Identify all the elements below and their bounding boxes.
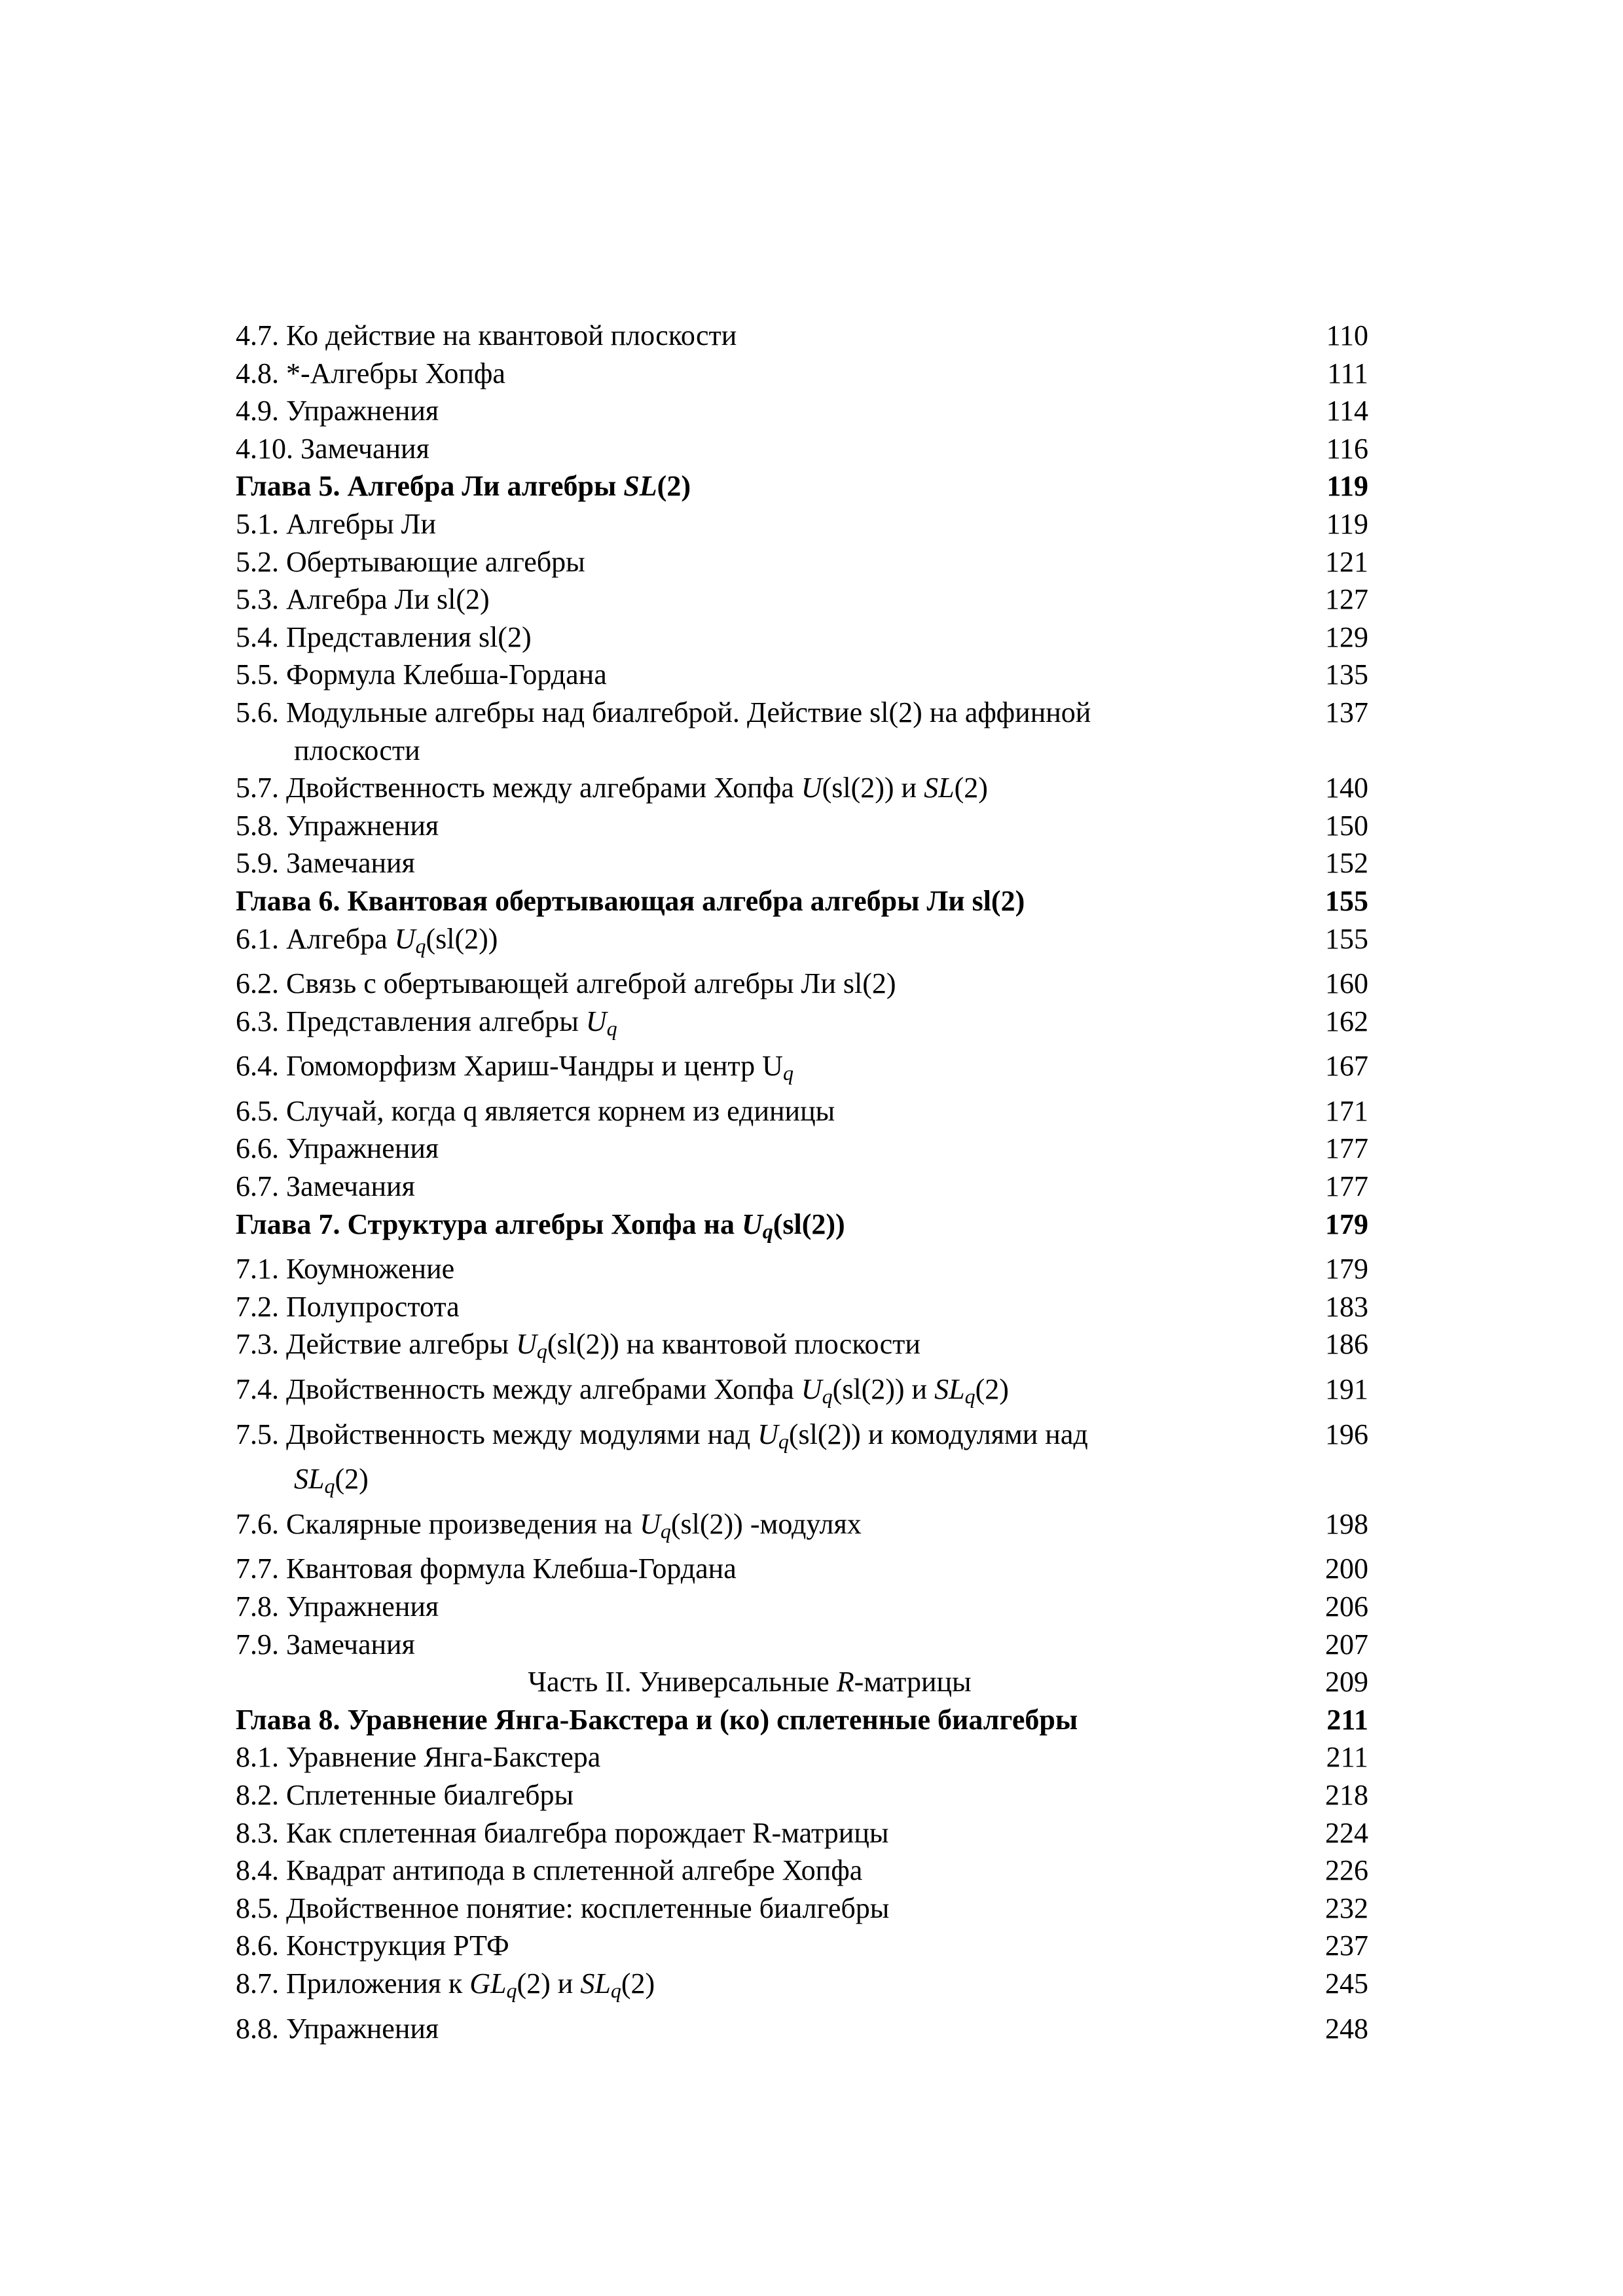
title-text: (sl(2)) на квантовой плоскости	[547, 1328, 921, 1361]
title-text: 5.9. Замечания	[236, 847, 415, 880]
title-text: 8.6. Конструкция РТФ	[236, 1929, 509, 1962]
title-text: 7.3. Действие алгебры	[236, 1328, 517, 1361]
toc-entry-title	[236, 769, 1290, 807]
italic-symbol: U	[801, 772, 822, 804]
subscript-q: q	[536, 1339, 547, 1363]
toc-section-row	[236, 1738, 1368, 1776]
title-text: (sl(2))	[426, 922, 498, 955]
title-text: 8.1. Уравнение Янга-Бакстера	[236, 1741, 601, 1774]
title-text: 8.3. Как сплетенная биалгебра порождает R-матрицы	[236, 1816, 889, 1849]
toc-page-number: 137	[1325, 696, 1368, 728]
toc-page-number: 129	[1325, 620, 1368, 653]
toc-entry-title	[236, 1738, 1290, 1776]
toc-entry-title	[236, 1325, 1290, 1371]
title-text: 6.3. Представления алгебры	[236, 1005, 586, 1037]
italic-symbol: R	[836, 1666, 854, 1698]
toc-entry-title	[236, 1288, 1290, 1326]
title-text: (sl(2)) -модулях	[670, 1507, 862, 1540]
toc-section-row	[236, 769, 1368, 807]
toc-entry-title	[236, 317, 1290, 355]
subscript-q: q	[762, 1219, 773, 1243]
italic-symbol: U	[585, 1005, 607, 1037]
title-text: 5.5. Формула Клебша-Гордана	[236, 658, 607, 691]
italic-symbol: SL	[294, 1463, 325, 1496]
subscript-q: q	[506, 1978, 517, 2002]
title-text: Глава 5. Алгебра Ли алгебры	[236, 470, 624, 503]
toc-page-number: 186	[1325, 1328, 1368, 1361]
title-text: 7.5. Двойственность между модулями над	[236, 1418, 758, 1450]
toc-page-number: 191	[1325, 1373, 1368, 1406]
toc-entry-title-continuation: плоскости	[294, 734, 420, 766]
title-text: (sl(2))	[773, 1208, 845, 1240]
toc-page-number: 177	[1325, 1170, 1368, 1203]
toc-page-number: 110	[1326, 319, 1368, 351]
toc-entry-title	[236, 1416, 1290, 1505]
title-text: Глава 6. Квантовая обертывающая алгебра алгебры Ли sl(2)	[236, 884, 1025, 917]
subscript-q: q	[610, 1978, 621, 2002]
subscript-q: q	[415, 933, 426, 958]
toc-entry-title	[236, 1890, 1290, 1928]
toc-chapter-row	[236, 1206, 1368, 1251]
italic-symbol: U	[640, 1507, 661, 1540]
title-text: 6.6. Упражнения	[236, 1132, 439, 1165]
italic-symbol: U	[394, 922, 416, 955]
subscript-q: q	[822, 1384, 833, 1408]
toc-section-row	[236, 392, 1368, 430]
toc-page-number: 162	[1325, 1005, 1368, 1037]
title-text: (2)	[657, 470, 691, 503]
title-text: 6.7. Замечания	[236, 1170, 415, 1203]
toc-section-row	[236, 656, 1368, 694]
toc-page-number: 237	[1325, 1929, 1368, 1962]
toc-section-row	[236, 1003, 1368, 1048]
toc-section-row	[236, 1852, 1368, 1890]
toc-page-number: 226	[1325, 1854, 1368, 1887]
italic-symbol: GL	[469, 1967, 507, 2000]
title-text: 5.1. Алгебры Ли	[236, 507, 437, 540]
toc-section-row	[236, 807, 1368, 845]
toc-section-row	[236, 1927, 1368, 1965]
toc-entry-title	[236, 430, 1290, 468]
toc-section-row	[236, 430, 1368, 468]
toc-entry-title	[236, 965, 1290, 1003]
title-text: 8.5. Двойственное понятие: косплетенные биалгебры	[236, 1892, 890, 1924]
title-text: 6.5. Случай, когда q является корнем из единицы	[236, 1094, 835, 1127]
title-text: (2) и	[517, 1967, 581, 2000]
toc-section-row	[236, 1776, 1368, 1814]
title-text: (2)	[975, 1373, 1009, 1406]
toc-page-number: 150	[1325, 809, 1368, 842]
toc-entry-title	[236, 1814, 1290, 1852]
table-of-contents	[236, 317, 1368, 2047]
toc-section-row	[236, 1168, 1368, 1206]
title-text: 5.4. Представления sl(2)	[236, 620, 532, 653]
toc-page-number: 196	[1325, 1418, 1368, 1450]
title-text: 7.6. Скалярные произведения на	[236, 1507, 640, 1540]
title-text: Глава 7. Структура алгебры Хопфа на	[236, 1208, 742, 1240]
toc-section-row	[236, 694, 1368, 769]
toc-entry-title-continuation	[236, 1460, 1264, 1505]
toc-entry-title	[236, 2010, 1290, 2048]
toc-section-row	[236, 581, 1368, 619]
toc-section-row	[236, 543, 1368, 581]
toc-section-row	[236, 1505, 1368, 1551]
title-text: 7.4. Двойственность между алгебрами Хопфа	[236, 1373, 801, 1406]
subscript-q: q	[324, 1474, 335, 1498]
toc-section-row	[236, 1092, 1368, 1130]
toc-entry-title	[236, 392, 1290, 430]
title-text: 7.9. Замечания	[236, 1628, 415, 1660]
toc-section-row	[236, 965, 1368, 1003]
toc-entry-title	[236, 1550, 1290, 1588]
toc-section-row	[236, 619, 1368, 656]
toc-entry-title	[236, 1776, 1290, 1814]
toc-entry-title	[236, 355, 1290, 393]
toc-section-row	[236, 1626, 1368, 1664]
title-text: 8.8. Упражнения	[236, 2012, 439, 2045]
toc-entry-title	[236, 1092, 1290, 1130]
toc-entry-title	[236, 844, 1290, 882]
toc-entry-title	[236, 467, 1290, 505]
toc-entry-title	[236, 1505, 1290, 1551]
toc-section-row	[236, 1047, 1368, 1092]
title-text: 4.9. Упражнения	[236, 395, 439, 427]
title-text: 7.7. Квантовая формула Клебша-Гордана	[236, 1552, 737, 1585]
toc-page-number: 114	[1326, 395, 1368, 427]
italic-symbol: SL	[924, 772, 955, 804]
toc-chapter-row	[236, 467, 1368, 505]
title-text: 5.3. Алгебра Ли sl(2)	[236, 583, 490, 616]
toc-page-number: 218	[1325, 1778, 1368, 1811]
italic-symbol: U	[741, 1208, 763, 1240]
toc-entry-title	[236, 1701, 1290, 1739]
subscript-q: q	[778, 1429, 789, 1453]
toc-section-row	[236, 1814, 1368, 1852]
toc-entry-title	[236, 882, 1290, 920]
toc-entry-title	[236, 1168, 1290, 1206]
toc-section-row	[236, 1130, 1368, 1168]
toc-page-number: 200	[1325, 1552, 1368, 1585]
title-text: 7.2. Полупростота	[236, 1290, 460, 1323]
toc-page-number: 211	[1326, 1741, 1368, 1774]
toc-section-row	[236, 1550, 1368, 1588]
title-text: 6.2. Связь с обертывающей алгеброй алгебры Ли sl(2)	[236, 967, 896, 1000]
toc-page-number: 171	[1325, 1094, 1368, 1127]
toc-page-number: 198	[1325, 1507, 1368, 1540]
toc-entry-title	[236, 1965, 1290, 2010]
toc-section-row	[236, 1416, 1368, 1505]
toc-page-number: 183	[1325, 1290, 1368, 1323]
toc-entry-title	[236, 505, 1290, 543]
toc-page-number: 127	[1325, 583, 1368, 616]
toc-page-number: 232	[1325, 1892, 1368, 1924]
toc-page-number: 111	[1327, 357, 1368, 389]
title-text: 7.8. Упражнения	[236, 1590, 439, 1623]
italic-symbol: SL	[623, 470, 657, 503]
title-text: 4.8. *-Алгебры Хопфа	[236, 357, 505, 389]
subscript-q: q	[660, 1518, 671, 1543]
toc-entry-title	[236, 581, 1290, 619]
toc-entry-title	[236, 1003, 1290, 1048]
toc-page-number: 224	[1325, 1816, 1368, 1849]
toc-page-number: 177	[1325, 1132, 1368, 1165]
toc-entry-title	[236, 1927, 1290, 1965]
toc-page-number: 167	[1325, 1050, 1368, 1083]
toc-entry-title	[236, 1588, 1290, 1626]
toc-entry-title	[236, 619, 1290, 656]
toc-entry-title	[236, 1130, 1290, 1168]
toc-page-number: 179	[1325, 1253, 1368, 1285]
title-text: (sl(2)) и	[822, 772, 924, 804]
toc-page-number: 211	[1326, 1703, 1368, 1736]
toc-section-row	[236, 1371, 1368, 1416]
toc-section-row	[236, 505, 1368, 543]
subscript-q: q	[606, 1016, 617, 1040]
toc-entry-title	[236, 1663, 1290, 1701]
toc-entry-title	[236, 543, 1290, 581]
toc-page-number: 140	[1325, 772, 1368, 804]
toc-entry-title	[236, 1852, 1290, 1890]
title-text: 6.4. Гомоморфизм Хариш-Чандры и центр U	[236, 1050, 783, 1083]
toc-section-row	[236, 355, 1368, 393]
toc-section-row	[236, 317, 1368, 355]
toc-page-number: 206	[1325, 1590, 1368, 1623]
title-text: 6.1. Алгебра	[236, 922, 395, 955]
toc-entry-title	[236, 1626, 1290, 1664]
toc-page-number: 121	[1325, 545, 1368, 578]
title-text: 5.7. Двойственность между алгебрами Хопфа	[236, 772, 801, 804]
toc-entry-title	[236, 1250, 1290, 1288]
italic-symbol: U	[801, 1373, 822, 1406]
toc-section-row	[236, 2010, 1368, 2048]
subscript-q: q	[964, 1384, 976, 1408]
toc-chapter-row	[236, 882, 1368, 920]
title-text: 4.10. Замечания	[236, 432, 429, 465]
toc-entry-title	[236, 656, 1290, 694]
toc-page-number: 152	[1325, 847, 1368, 880]
toc-page-number: 155	[1325, 922, 1368, 955]
toc-page-number: 135	[1325, 658, 1368, 691]
toc-page-number: 155	[1325, 884, 1368, 917]
toc-page-number: 209	[1325, 1666, 1368, 1698]
toc-page-number: 248	[1325, 2012, 1368, 2045]
title-text: 5.2. Обертывающие алгебры	[236, 545, 585, 578]
toc-page-number: 160	[1325, 967, 1368, 1000]
title-text: Глава 8. Уравнение Янга-Бакстера и (ко) сплетенные биалгебры	[236, 1703, 1078, 1736]
toc-section-row	[236, 844, 1368, 882]
subscript-q: q	[782, 1061, 793, 1085]
toc-part-row	[236, 1663, 1368, 1701]
italic-symbol: U	[757, 1418, 778, 1450]
title-text: 5.8. Упражнения	[236, 809, 439, 842]
toc-section-row	[236, 1588, 1368, 1626]
title-text: (sl(2)) и	[832, 1373, 935, 1406]
toc-entry-title	[236, 1371, 1290, 1416]
toc-entry-title	[236, 920, 1290, 965]
title-text: 4.7. Ко действие на квантовой плоскости	[236, 319, 737, 351]
toc-entry-title	[236, 1206, 1290, 1251]
toc-section-row	[236, 920, 1368, 965]
toc-section-row	[236, 1325, 1368, 1371]
toc-section-row	[236, 1965, 1368, 2010]
toc-page-number: 116	[1326, 432, 1368, 465]
toc-page-number: 119	[1326, 507, 1368, 540]
title-text: Часть II. Универсальные	[528, 1666, 837, 1698]
toc-page-number: 179	[1325, 1208, 1368, 1240]
title-text: 5.6. Модульные алгебры над биалгеброй. Действие sl(2) на аффинной	[236, 696, 1091, 728]
title-text: 8.2. Сплетенные биалгебры	[236, 1778, 574, 1811]
toc-entry-title	[236, 807, 1290, 845]
italic-symbol: U	[516, 1328, 537, 1361]
title-text: -матрицы	[854, 1666, 972, 1698]
toc-page-number: 207	[1325, 1628, 1368, 1660]
toc-page-number: 245	[1325, 1967, 1368, 2000]
title-text: 7.1. Коумножение	[236, 1253, 455, 1285]
italic-symbol: SL	[934, 1373, 965, 1406]
toc-section-row	[236, 1288, 1368, 1326]
title-text: (2)	[954, 772, 988, 804]
toc-chapter-row	[236, 1701, 1368, 1739]
title-text: (sl(2)) и комодулями над	[788, 1418, 1088, 1450]
toc-section-row	[236, 1890, 1368, 1928]
toc-entry-title	[236, 1047, 1290, 1092]
title-text: 8.4. Квадрат антипода в сплетенной алгебре Хопфа	[236, 1854, 863, 1887]
italic-symbol: SL	[580, 1967, 611, 2000]
toc-section-row	[236, 1250, 1368, 1288]
toc-entry-title	[236, 694, 1290, 769]
toc-page-number: 119	[1326, 470, 1368, 503]
title-text: 8.7. Приложения к	[236, 1967, 470, 2000]
title-text: (2)	[335, 1463, 369, 1496]
title-text: (2)	[621, 1967, 655, 2000]
